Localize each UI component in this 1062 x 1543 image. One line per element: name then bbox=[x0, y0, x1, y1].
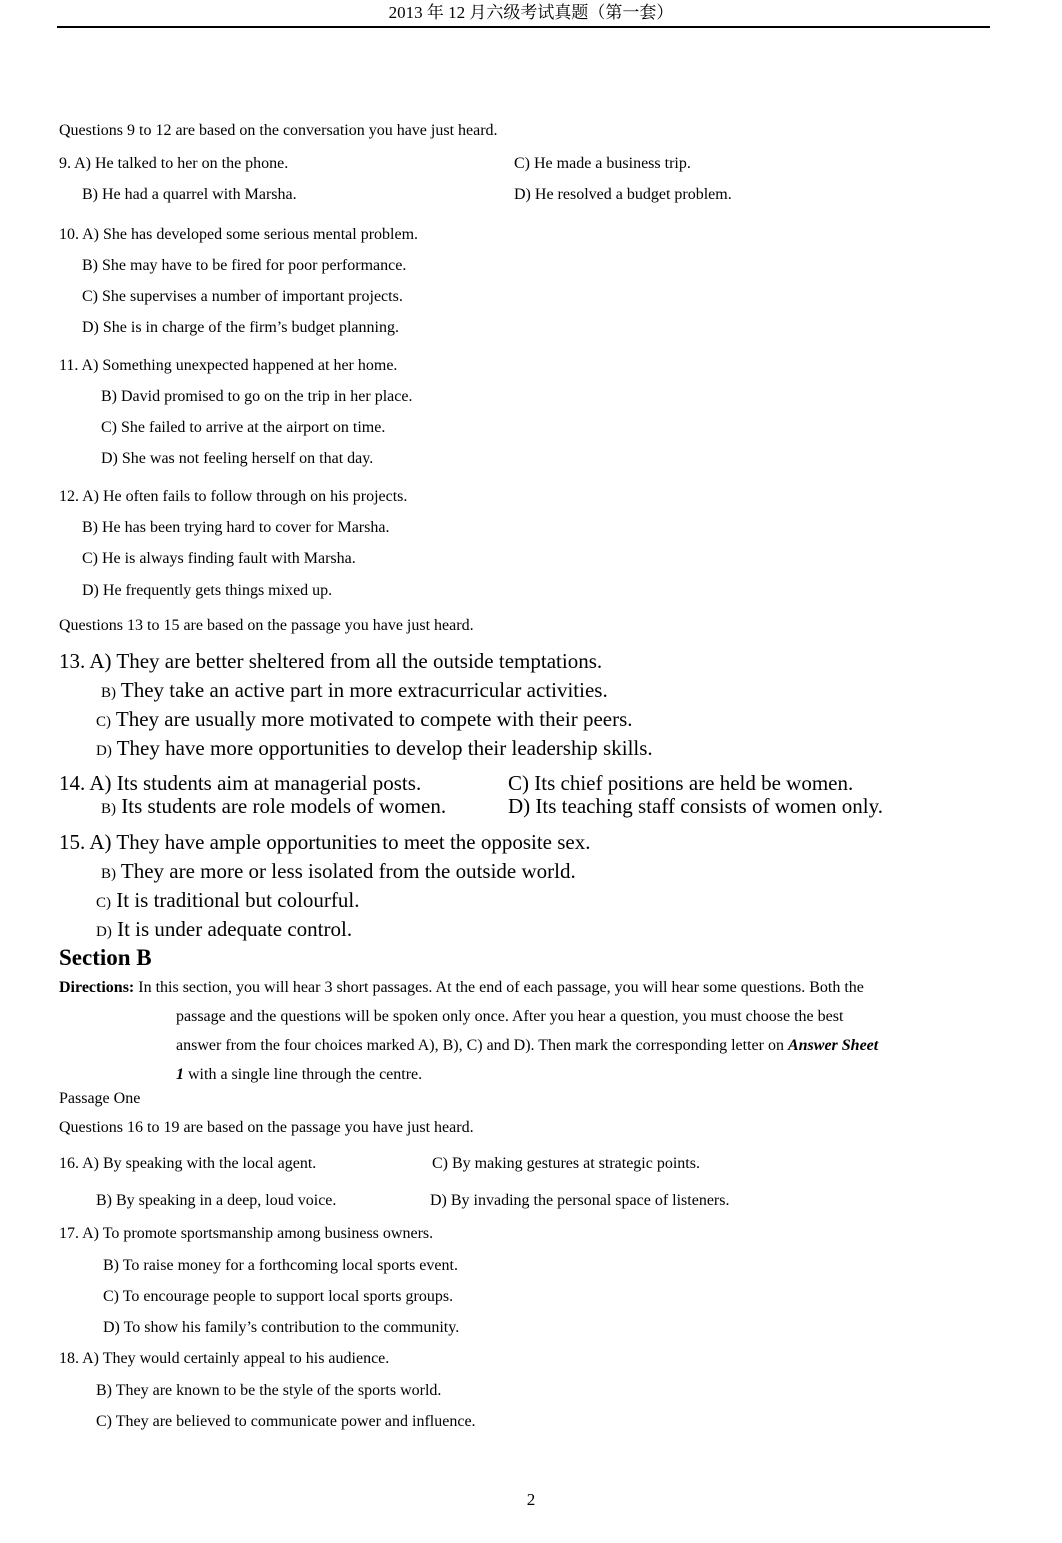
q13-text-b: They take an active part in more extracurricular activities. bbox=[120, 678, 608, 702]
q15-option-b bbox=[101, 859, 576, 886]
q13-letter-c: C) bbox=[96, 714, 111, 730]
directions-line-4 bbox=[176, 1065, 422, 1085]
q16-option-d: D) By invading the personal space of listeners. bbox=[430, 1192, 730, 1209]
q15-text-c: It is traditional but colourful. bbox=[116, 888, 360, 912]
q11-option-a: 11. A) Something unexpected happened at her home. bbox=[59, 357, 398, 374]
q17-option-a: 17. A) To promote sportsmanship among business owners. bbox=[59, 1225, 434, 1242]
q16-option-c: C) By making gestures at strategic points. bbox=[432, 1155, 700, 1172]
directions-text-4: with a single line through the centre. bbox=[184, 1066, 423, 1083]
q10-option-d: D) She is in charge of the firm’s budget planning. bbox=[82, 319, 399, 336]
q18-option-b: B) They are known to be the style of the sports world. bbox=[96, 1382, 442, 1399]
q14-option-d: D) Its teaching staff consists of women only. bbox=[508, 794, 884, 818]
q14-option-b bbox=[101, 794, 446, 821]
q15-letter-b: B) bbox=[101, 866, 116, 882]
q16-option-a: 16. A) By speaking with the local agent. bbox=[59, 1155, 317, 1172]
directions-line-1 bbox=[59, 978, 989, 998]
q12-option-c: C) He is always finding fault with Marsha. bbox=[82, 550, 356, 567]
q11-option-d: D) She was not feeling herself on that day. bbox=[101, 450, 374, 467]
q17-option-d: D) To show his family’s contribution to the community. bbox=[103, 1319, 460, 1336]
intro-q13-15: Questions 13 to 15 are based on the passage you have just heard. bbox=[59, 617, 474, 634]
q9-option-b: B) He had a quarrel with Marsha. bbox=[82, 186, 297, 203]
q13-option-b bbox=[101, 678, 608, 705]
q11-option-c: C) She failed to arrive at the airport on time. bbox=[101, 419, 386, 436]
q15-text-d: It is under adequate control. bbox=[117, 917, 353, 941]
passage-one-label: Passage One bbox=[59, 1090, 141, 1107]
directions-text-3: answer from the four choices marked A), B), C) and D). Then mark the corresponding letter on bbox=[176, 1037, 788, 1054]
q13-letter-b: B) bbox=[101, 685, 116, 701]
q12-option-a: 12. A) He often fails to follow through on his projects. bbox=[59, 488, 408, 505]
q14-option-a: 14. A) Its students aim at managerial posts. bbox=[59, 771, 422, 795]
q14-letter-b: B) bbox=[101, 801, 116, 817]
q10-option-b: B) She may have to be fired for poor performance. bbox=[82, 257, 407, 274]
q9-option-a: 9. A) He talked to her on the phone. bbox=[59, 155, 289, 172]
q18-option-c: C) They are believed to communicate power and influence. bbox=[96, 1413, 476, 1430]
directions-text-1: In this section, you will hear 3 short passages. At the end of each passage, you will hear some questions. Both the bbox=[138, 979, 864, 996]
intro-q9-12: Questions 9 to 12 are based on the conversation you have just heard. bbox=[59, 122, 498, 139]
header-rule bbox=[57, 26, 990, 28]
directions-line-2: passage and the questions will be spoken only once. After you hear a question, you must choose the best bbox=[176, 1008, 844, 1025]
intro-q16-19: Questions 16 to 19 are based on the passage you have just heard. bbox=[59, 1119, 474, 1136]
answer-sheet-label: Answer Sheet bbox=[787, 1037, 879, 1054]
directions-label: Directions: bbox=[59, 979, 135, 996]
q18-option-a: 18. A) They would certainly appeal to his audience. bbox=[59, 1350, 390, 1367]
q9-option-c: C) He made a business trip. bbox=[514, 155, 691, 172]
q10-option-c: C) She supervises a number of important projects. bbox=[82, 288, 403, 305]
q11-option-b: B) David promised to go on the trip in her place. bbox=[101, 388, 413, 405]
q15-option-c bbox=[96, 888, 359, 915]
q13-letter-d: D) bbox=[96, 743, 112, 759]
page-number: 2 bbox=[526, 1490, 536, 1509]
q16-option-b: B) By speaking in a deep, loud voice. bbox=[96, 1192, 337, 1209]
section-title: Section B bbox=[59, 945, 152, 970]
q14-option-c: C) Its chief positions are held be women. bbox=[508, 771, 854, 795]
q10-option-a: 10. A) She has developed some serious mental problem. bbox=[59, 226, 419, 243]
q15-letter-c: C) bbox=[96, 895, 111, 911]
q17-option-c: C) To encourage people to support local sports groups. bbox=[103, 1288, 454, 1305]
q14-text-b: Its students are role models of women. bbox=[121, 794, 447, 818]
q13-option-d bbox=[96, 736, 653, 763]
q9-option-d: D) He resolved a budget problem. bbox=[514, 186, 732, 203]
q13-option-a: 13. A) They are better sheltered from all the outside temptations. bbox=[59, 649, 603, 673]
page-header: 2013 年 12 月六级考试真题（第一套） bbox=[388, 3, 674, 22]
answer-sheet-number: 1 bbox=[176, 1066, 184, 1083]
q12-option-d: D) He frequently gets things mixed up. bbox=[82, 582, 333, 599]
q15-letter-d: D) bbox=[96, 924, 112, 940]
q13-text-d: They have more opportunities to develop their leadership skills. bbox=[116, 736, 653, 760]
q15-option-a: 15. A) They have ample opportunities to meet the opposite sex. bbox=[59, 830, 591, 854]
q13-option-c bbox=[96, 707, 633, 734]
q12-option-b: B) He has been trying hard to cover for Marsha. bbox=[82, 519, 390, 536]
q17-option-b: B) To raise money for a forthcoming local sports event. bbox=[103, 1257, 458, 1274]
directions-line-3 bbox=[176, 1036, 878, 1056]
q15-text-b: They are more or less isolated from the outside world. bbox=[120, 859, 576, 883]
q15-option-d bbox=[96, 917, 352, 944]
q13-text-c: They are usually more motivated to compete with their peers. bbox=[115, 707, 633, 731]
